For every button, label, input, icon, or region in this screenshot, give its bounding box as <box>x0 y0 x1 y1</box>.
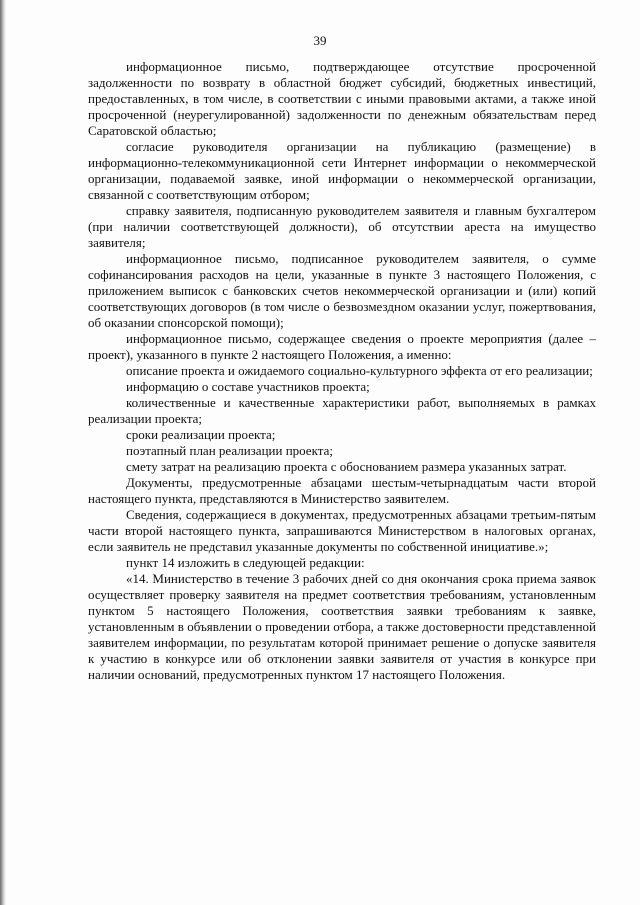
paragraph-10: поэтапный план реализации проекта; <box>126 443 333 458</box>
paragraph-5: информационное письмо, содержащее сведения о проекте мероприятия (далее – проект), указанного в пункте 2 настоящего Положения, а именно: <box>88 331 596 362</box>
paragraph-14: пункт 14 изложить в следующей редакции: <box>126 555 365 570</box>
scan-edge-shadow <box>0 0 6 905</box>
paragraph-7: информацию о составе участников проекта; <box>126 379 370 394</box>
paragraph-6: описание проекта и ожидаемого социально-культурного эффекта от его реализации; <box>126 363 593 378</box>
paragraph-15: «14. Министерство в течение 3 рабочих дней со дня окончания срока приема заявок осуществляет проверку заявителя на предмет соответствия требованиям, установленным пунктом 5 настоящего Положения, соответствия заявки требованиям к заявке, установленным в объявлении о проведении отбора, а также достоверности представленной заявителем информации, по результатам которой принимает решение о допуске заявителя к участию в конкурсе или об отклонении заявки заявителя от участия в конкурсе при наличии оснований, предусмотренных пунктом 17 настоящего Положения. <box>88 571 596 682</box>
paragraph-8: количественные и качественные характеристики работ, выполняемых в рамках реализации проекта; <box>88 395 596 426</box>
paragraph-1: информационное письмо, подтверждающее отсутствие просроченной задолженности по возврату в областной бюджет субсидий, бюджетных инвестиций, предоставленных, в том числе, в соответствии с иными правовыми актами, а также иной просроченной (неурегулированной) задолженности по денежным обязательствам перед Саратовской областью; <box>88 59 596 138</box>
page-number: 39 <box>313 33 327 48</box>
document-body <box>88 59 596 683</box>
paragraph-12: Документы, предусмотренные абзацами шестым-четырнадцатым части второй настоящего пункта, представляются в Министерство заявителем. <box>88 475 596 506</box>
paragraph-9: сроки реализации проекта; <box>126 427 276 442</box>
paragraph-4: информационное письмо, подписанное руководителем заявителя, о сумме софинансирования расходов на цели, указанные в пункте 3 настоящего Положения, с приложением выписок с банковских счетов некоммерческой организации и (или) копий соответствующих договоров (в том числе о безвозмездном оказании услуг, пожертвования, об оказании спонсорской помощи); <box>88 251 596 330</box>
paragraph-2: согласие руководителя организации на публикацию (размещение) в информационно-телекоммуникационной сети Интернет информации о некоммерческой организации, подаваемой заявке, иной информации о некоммерческой организации, связанной с соответствующим отбором; <box>88 139 596 202</box>
paragraph-3: справку заявителя, подписанную руководителем заявителя и главным бухгалтером (при наличии соответствующей должности), об отсутствии ареста на имущество заявителя; <box>88 203 596 250</box>
paragraph-13: Сведения, содержащиеся в документах, предусмотренных абзацами третьим-пятым части второй настоящего пункта, запрашиваются Министерством в налоговых органах, если заявитель не представил указанные документы по собственной инициативе.»; <box>88 507 596 554</box>
paragraph-11: смету затрат на реализацию проекта с обоснованием размера указанных затрат. <box>126 459 567 474</box>
